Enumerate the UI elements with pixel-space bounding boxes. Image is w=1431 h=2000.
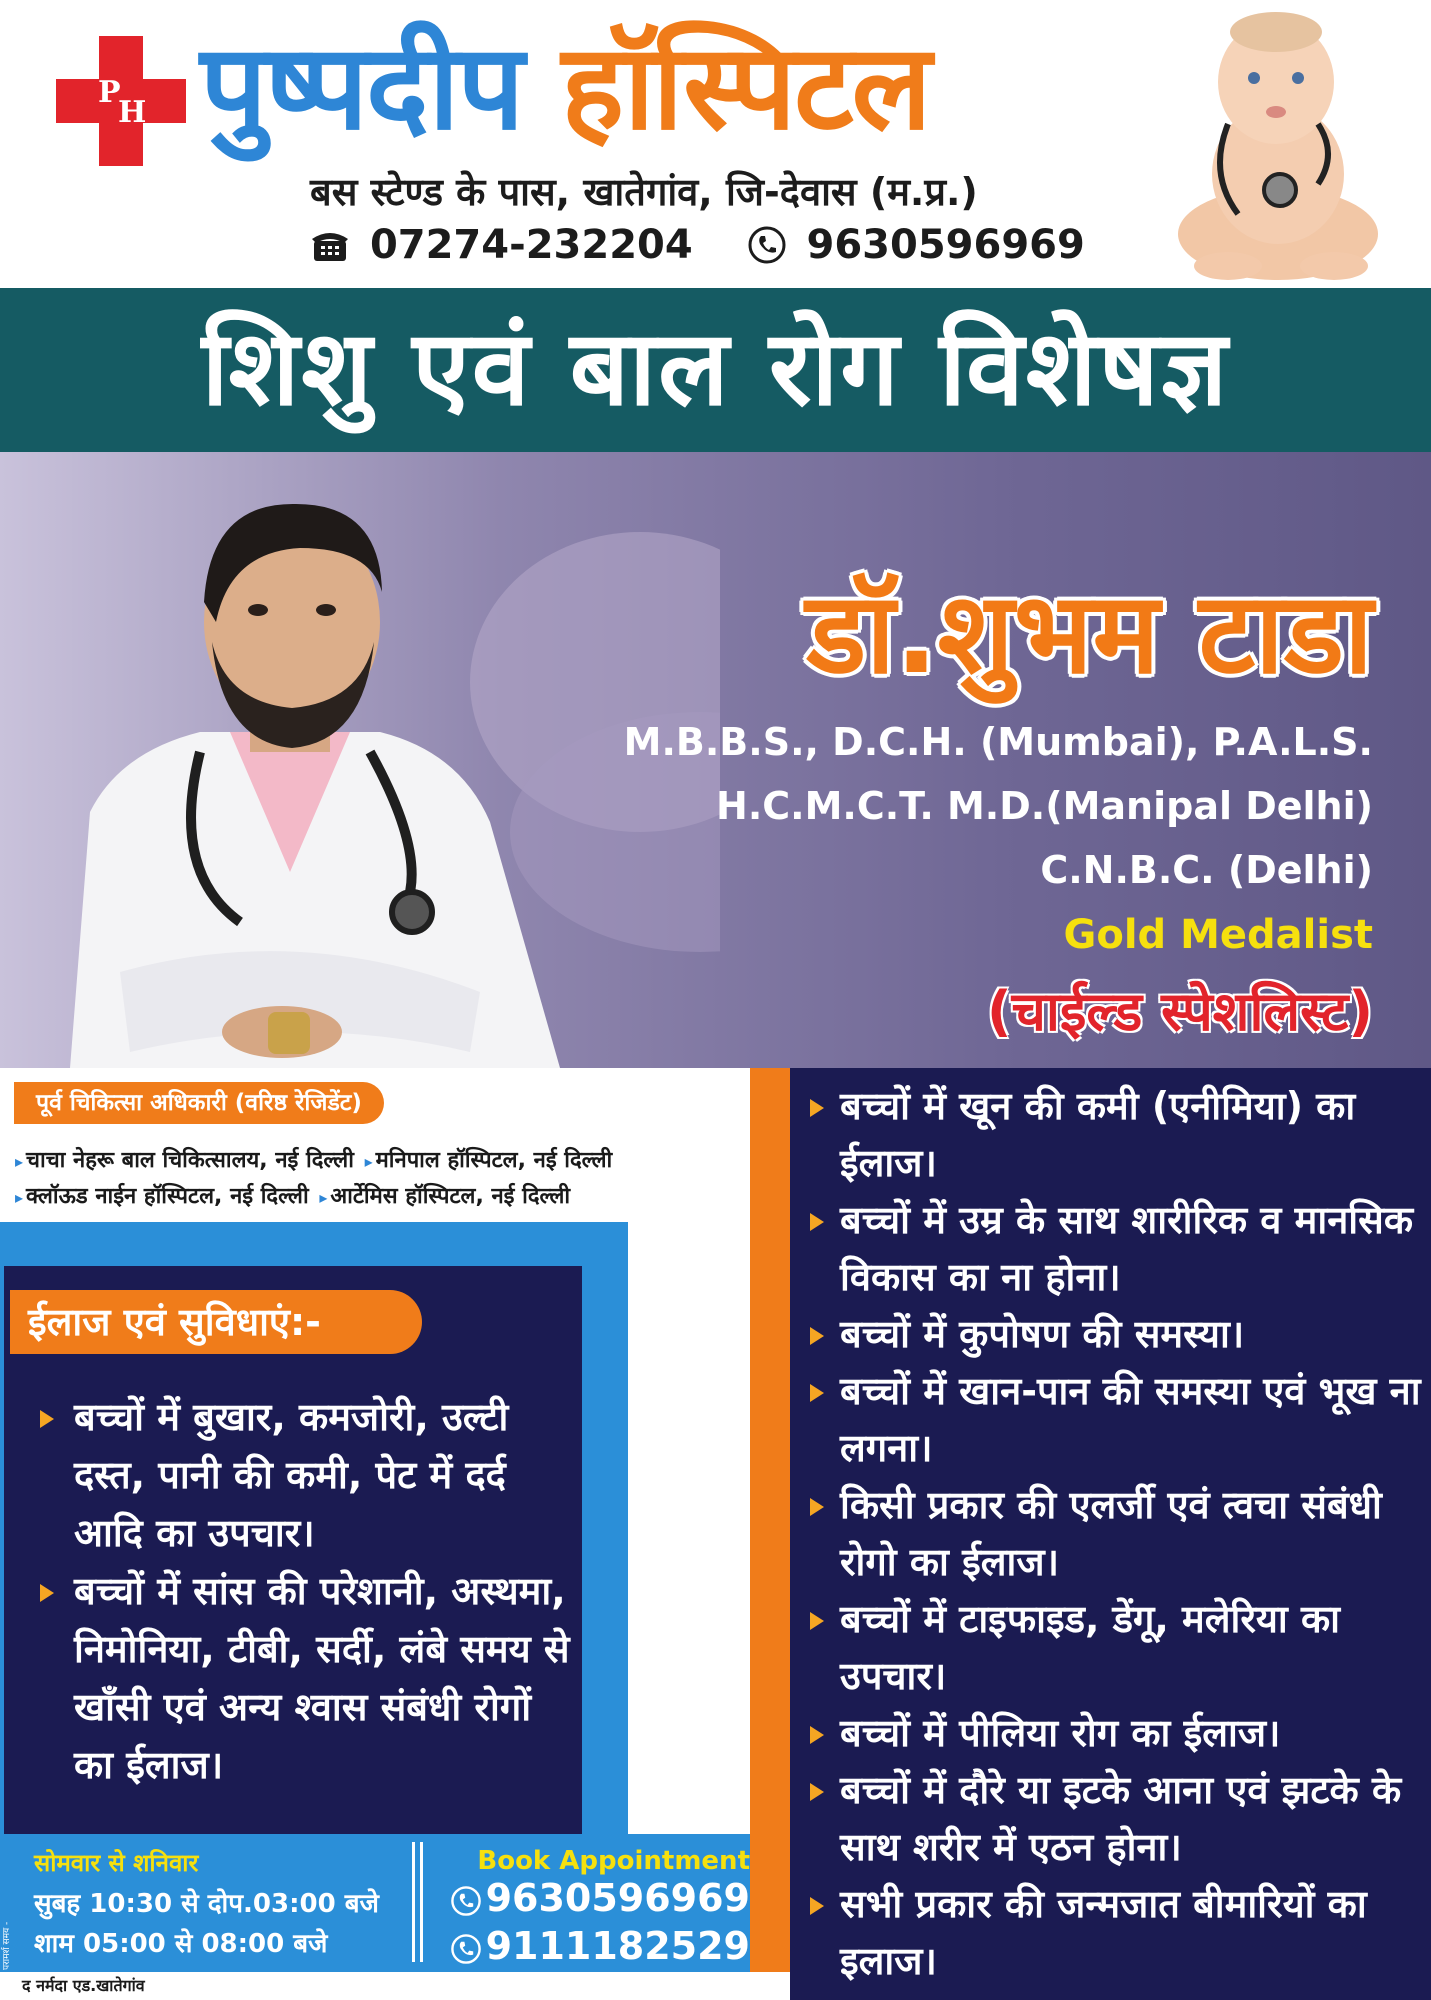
- divider: [420, 1842, 423, 1962]
- bullet-arrow-icon: [810, 1327, 824, 1345]
- list-item: मनिपाल हॉस्पिटल, नई दिल्ली: [375, 1148, 613, 1173]
- list-item: आर्टेमिस हॉस्पिटल, नई दिल्ली: [330, 1184, 571, 1209]
- qualification-line: H.C.M.C.T. M.D.(Manipal Delhi): [716, 784, 1373, 828]
- working-days: सोमवार से शनिवार: [34, 1849, 199, 1877]
- list-item: चाचा नेहरू बाल चिकित्सालय, नई दिल्ली: [26, 1148, 354, 1173]
- morning-timing: सुबह 10:30 से दोप.03:00 बजे: [34, 1889, 379, 1919]
- appointment-phone-2[interactable]: 9111182529: [440, 1924, 750, 1968]
- bullet-arrow-icon: [810, 1384, 824, 1402]
- qualification-line: M.B.B.S., D.C.H. (Mumbai), P.A.L.S.: [623, 720, 1373, 764]
- hospital-name-part2: हॉस्पिटल: [561, 18, 930, 156]
- bullet-arrow-icon: ▸: [15, 1188, 24, 1207]
- mobile-number[interactable]: 9630596969: [806, 222, 1085, 268]
- previous-positions-label: पूर्व चिकित्सा अधिकारी (वरिष्ठ रेजिडेंट): [14, 1082, 384, 1124]
- bullet-arrow-icon: ▸: [319, 1188, 328, 1207]
- header: [0, 0, 1431, 288]
- list-item: बच्चों में सांस की परेशानी, अस्थमा, निमोनिया, टीबी, सर्दी, लंबे समय से खाँसी एवं अन्य श्वास संबंधी रोगों का ईलाज।: [40, 1562, 580, 1794]
- contact-phones: [310, 220, 1085, 268]
- evening-timing: शाम 05:00 से 08:00 बजे: [34, 1929, 328, 1959]
- doctor-name: डॉ.शुभम टाडा: [806, 569, 1373, 699]
- bullet-arrow-icon: [810, 1498, 824, 1516]
- previous-positions: [0, 1068, 750, 1222]
- list-item: किसी प्रकार की एलर्जी एवं त्वचा संबंधी रोगो का ईलाज।: [810, 1477, 1430, 1591]
- designer-credit: द नर्मदा एड.खातेगांव: [22, 1976, 145, 1995]
- mobile-phone-icon: [747, 225, 787, 265]
- mobile-phone-icon: [450, 1885, 482, 1917]
- list-item: सभी प्रकार की जन्मजात बीमारियों का इलाज।: [810, 1876, 1430, 1990]
- bullet-arrow-icon: ▸: [15, 1152, 24, 1171]
- divider: [412, 1842, 415, 1962]
- bullet-arrow-icon: [810, 1213, 824, 1231]
- specialty-title: शिशु एवं बाल रोग विशेषज्ञ: [201, 307, 1230, 429]
- doctor-photo: [0, 452, 720, 1068]
- bullet-arrow-icon: [810, 1612, 824, 1630]
- list-item: बच्चों में टाइफाइड, डेंगू, मलेरिया का उपचार।: [810, 1591, 1430, 1705]
- list-item: बच्चों में खान-पान की समस्या एवं भूख ना लगना।: [810, 1363, 1430, 1477]
- specialty-label: (चाईल्ड स्पेशलिस्ट): [986, 980, 1373, 1043]
- accent-stripe: [750, 1068, 790, 1972]
- bullet-arrow-icon: [40, 1410, 54, 1428]
- hospital-address: बस स्टेण्ड के पास, खातेगांव, जि-देवास (म.प्र.): [310, 170, 978, 214]
- list-item: बच्चों में बुखार, कमजोरी, उल्टी दस्त, पानी की कमी, पेट में दर्द आदि का उपचार।: [40, 1388, 580, 1562]
- bullet-arrow-icon: [810, 1726, 824, 1744]
- logo-letters: P H: [98, 75, 147, 130]
- bullet-arrow-icon: [810, 1099, 824, 1117]
- bullet-arrow-icon: [810, 1897, 824, 1915]
- list-item: क्लॉऊड नाईन हॉस्पिटल, नई दिल्ली: [26, 1184, 309, 1209]
- baby-photo: [1168, 4, 1388, 286]
- services-list: [40, 1388, 580, 1794]
- bullet-arrow-icon: ▸: [364, 1152, 373, 1171]
- hospital-name-part1: पुष्पदीप: [200, 18, 523, 156]
- services-label: ईलाज एवं सुविधाएं:-: [10, 1290, 422, 1354]
- qualification-line: C.N.B.C. (Delhi): [1040, 848, 1373, 892]
- hospital-logo: [56, 36, 186, 166]
- consult-time-note: परामर्श समय -: [2, 1921, 12, 1970]
- previous-positions-row: [12, 1144, 612, 1174]
- treatments-list: [810, 1078, 1430, 1990]
- award-text: Gold Medalist: [1063, 912, 1373, 958]
- landline-number[interactable]: 07274-232204: [369, 222, 693, 268]
- mobile-phone-icon: [450, 1933, 482, 1965]
- hospital-name: [200, 20, 930, 156]
- title-banner: [0, 288, 1431, 452]
- list-item: बच्चों में कुपोषण की समस्या।: [810, 1306, 1430, 1363]
- appointment-phone-1[interactable]: 9630596969: [440, 1876, 750, 1920]
- bullet-arrow-icon: [810, 1783, 824, 1801]
- list-item: बच्चों में खून की कमी (एनीमिया) का ईलाज।: [810, 1078, 1430, 1192]
- book-appointment-label: Book Appointment: [477, 1846, 750, 1876]
- list-item: बच्चों में उम्र के साथ शारीरिक व मानसिक विकास का ना होना।: [810, 1192, 1430, 1306]
- doctor-section: [0, 452, 1431, 1068]
- list-item: बच्चों में पीलिया रोग का ईलाज।: [810, 1705, 1430, 1762]
- landline-phone-icon: [310, 225, 350, 265]
- list-item: बच्चों में दौरे या इटके आना एवं झटके के साथ शरीर में एठन होना।: [810, 1762, 1430, 1876]
- previous-positions-row: [12, 1180, 570, 1210]
- bullet-arrow-icon: [40, 1584, 54, 1602]
